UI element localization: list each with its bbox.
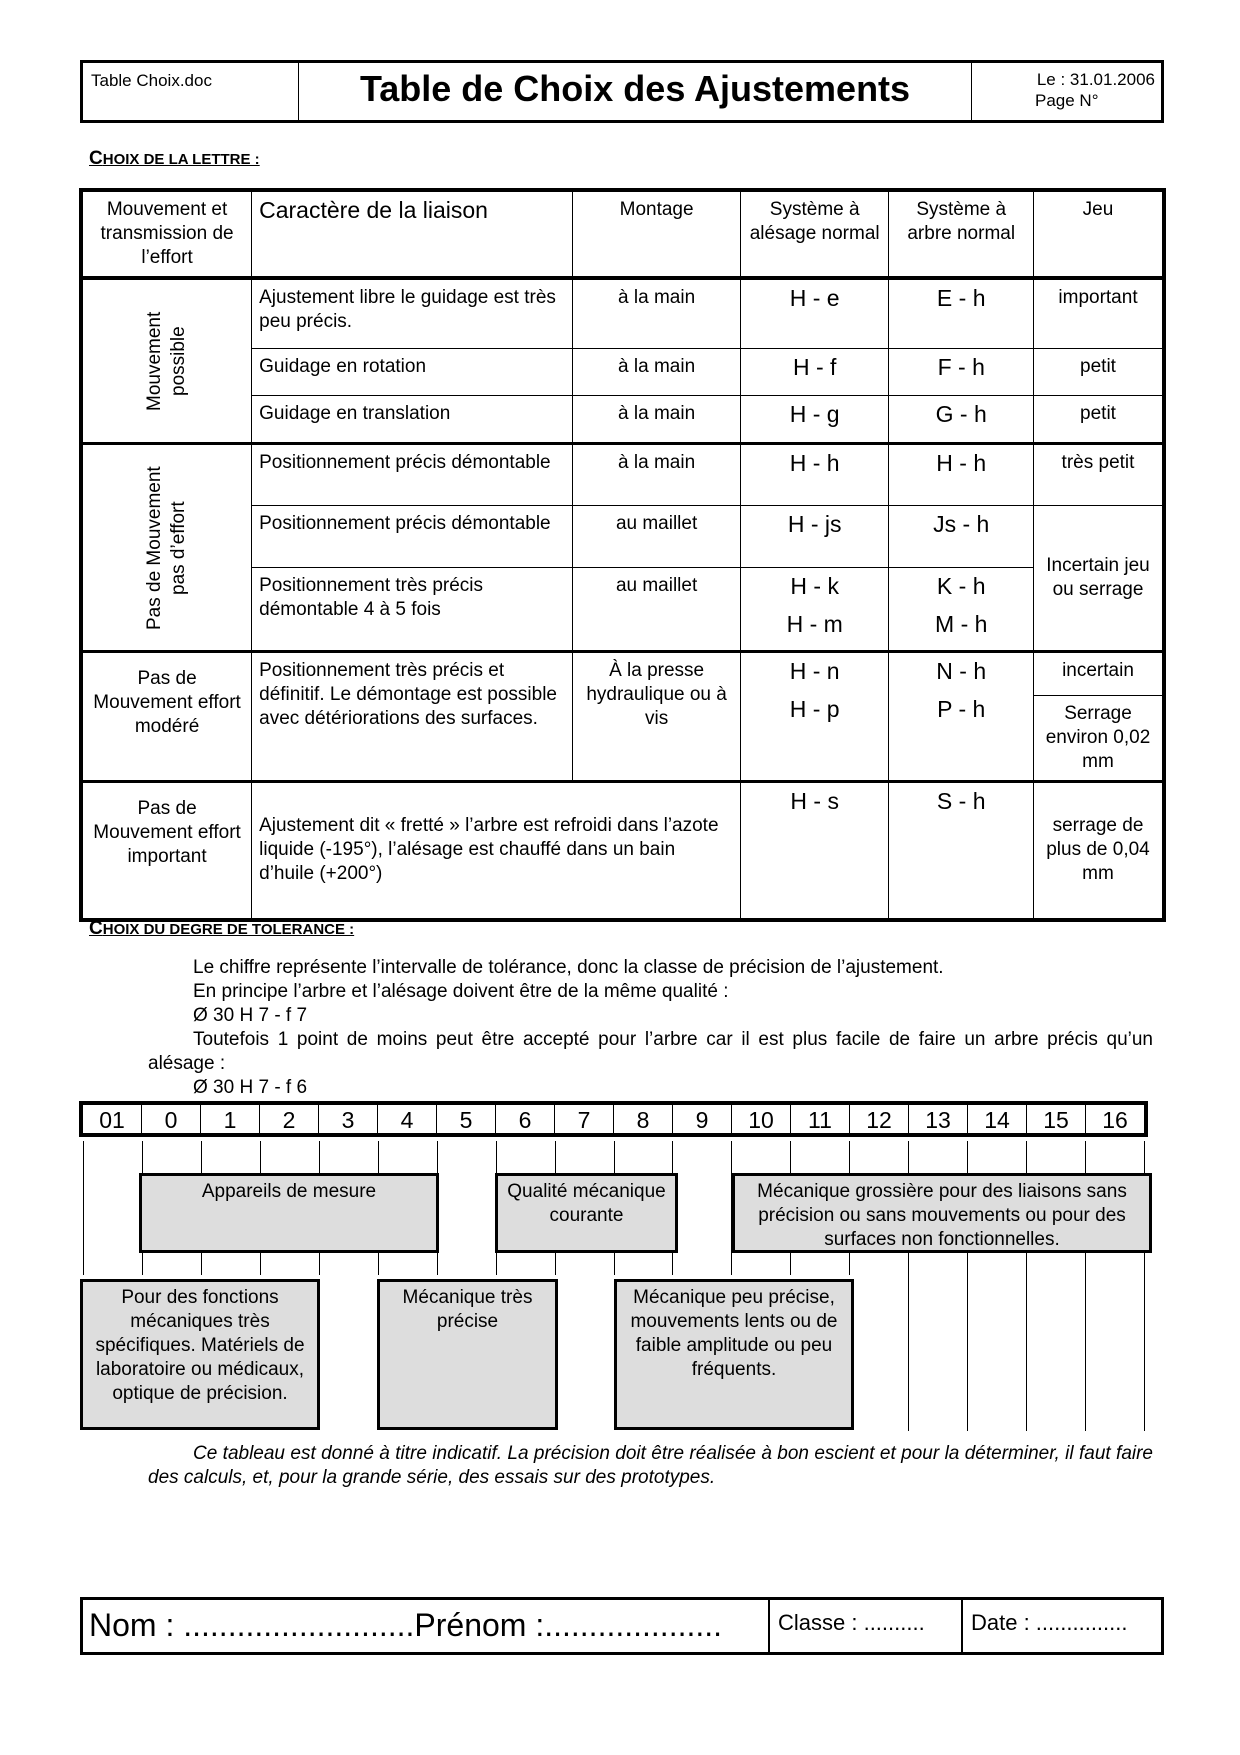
header-montage: Montage [573, 190, 741, 278]
table-cell: H - h [740, 444, 889, 506]
table-cell: incertain [1033, 652, 1164, 696]
scale-cell: 4 [378, 1105, 437, 1133]
table-cell: Incertain jeu ou serrage [1033, 506, 1164, 652]
table-cell: Js - h [889, 506, 1034, 568]
table-cell: à la main [573, 278, 741, 348]
section-title-lettre: CHOIX DE LA LETTRE : [89, 148, 260, 169]
scale-cell: 0 [142, 1105, 201, 1133]
group-pas-de-mouvement-pas-effort: Pas de Mouvement pas d’effort [81, 444, 252, 652]
student-footer [80, 1597, 1164, 1655]
table-cell: petit [1033, 348, 1164, 395]
scale-cell: 11 [791, 1105, 850, 1133]
table-cell: H - f [740, 348, 889, 395]
box-appareils-de-mesure: Appareils de mesure [139, 1173, 439, 1253]
table-cell: H - h [889, 444, 1034, 506]
scale-cell: 14 [968, 1105, 1027, 1133]
indicative-note: Ce tableau est donné à titre indicatif. La précision doit être réalisée à bon escient et pour la déterminer, il faut faire des calculs, et, pour la grande série, des essais sur des prototypes. [148, 1443, 1153, 1488]
nom-prenom-field[interactable]: Nom : ..........................Prénom :.................... [83, 1600, 770, 1652]
table-cell: Ajustement dit « fretté » l’arbre est refroidi dans l’azote liquide (-195°), l’alésage est chauffé dans un bain d’huile (+200°) [252, 782, 741, 920]
scale-cell: 2 [260, 1105, 319, 1133]
document-header [80, 60, 1164, 123]
group-mouvement-possible: Mouvement possible [81, 278, 252, 444]
table-cell: À la presse hydraulique ou à vis [573, 652, 741, 782]
page-title: Table de Choix des Ajustements [299, 63, 972, 120]
scale-cell: 01 [83, 1105, 142, 1133]
table-cell: H - s [740, 782, 889, 920]
table-cell: H - k H - m [740, 568, 889, 652]
header-page: Page N° [1035, 91, 1099, 110]
scale-cell: 9 [673, 1105, 732, 1133]
group-effort-modere: Pas de Mouvement effort modéré [81, 652, 252, 782]
table-cell: Positionnement très précis et définitif. Le démontage est possible avec détériorations des surfaces. [252, 652, 573, 782]
header-arbre: Système à arbre normal [889, 190, 1034, 278]
table-cell: H - g [740, 395, 889, 443]
table-cell: H - js [740, 506, 889, 568]
table-cell: S - h [889, 782, 1034, 920]
table-cell: Guidage en translation [252, 395, 573, 443]
scale-cell: 16 [1102, 1107, 1128, 1133]
table-cell: K - h M - h [889, 568, 1034, 652]
table-cell: serrage de plus de 0,04 mm [1033, 782, 1164, 920]
table-cell: Ajustement libre le guidage est très peu précis. [252, 278, 573, 348]
header-caractere: Caractère de la liaison [252, 190, 573, 278]
tolerance-text-2: Toutefois 1 point de moins peut être accepté pour l’arbre car il est plus facile de faire un arbre précis qu’un alésage : [148, 1029, 1153, 1074]
header-date: Le : 31.01.2006 [1036, 70, 1155, 89]
table-cell: très petit [1033, 444, 1164, 506]
table-cell: H - e [740, 278, 889, 348]
section-title-tolerance: CHOIX DU DEGRE DE TOLERANCE : [89, 918, 355, 939]
box-fonctions-specifiques: Pour des fonctions mécaniques très spécifiques. Matériels de laboratoire ou médicaux, optique de précision. [80, 1279, 320, 1430]
box-mecanique-tres-precise: Mécanique très précise [377, 1279, 558, 1430]
scale-cell: 5 [437, 1105, 496, 1133]
table-cell: petit [1033, 395, 1164, 443]
table-cell: N - h P - h [889, 652, 1034, 782]
table-cell: important [1033, 278, 1164, 348]
tolerance-text: Le chiffre représente l’intervalle de tolérance, donc la classe de précision de l’ajustement. En principe l’arbre et l’alésage doivent être de la même qualité : Ø 30 H 7 - f 7 [193, 957, 944, 1026]
group-effort-important: Pas de Mouvement effort important [81, 782, 252, 920]
table-cell: au maillet [573, 568, 741, 652]
header-jeu: Jeu [1033, 190, 1164, 278]
box-mecanique-grossiere: Mécanique grossière pour des liaisons sans précision ou sans mouvements ou pour des surfaces non fonctionnelles. [732, 1173, 1152, 1253]
scale-cell: 10 [732, 1105, 791, 1133]
table-cell: à la main [573, 444, 741, 506]
table-cell: E - h [889, 278, 1034, 348]
box-mecanique-peu-precise: Mécanique peu précise, mouvements lents ou de faible amplitude ou peu fréquents. [614, 1279, 854, 1430]
classe-field[interactable]: Classe : .......... [770, 1600, 963, 1652]
header-alesage: Système à alésage normal [740, 190, 889, 278]
table-cell: Serrage environ 0,02 mm [1033, 696, 1164, 782]
box-qualite-courante: Qualité mécanique courante [495, 1173, 678, 1253]
table-cell: H - n H - p [740, 652, 889, 782]
scale-cell: 12 [850, 1105, 909, 1133]
scale-cell: 15 [1027, 1105, 1086, 1133]
table-cell: au maillet [573, 506, 741, 568]
table-cell: G - h [889, 395, 1034, 443]
scale-cell: 7 [555, 1105, 614, 1133]
table-cell: Guidage en rotation [252, 348, 573, 395]
scale-cell: 8 [614, 1105, 673, 1133]
tolerance-scale [79, 1101, 1148, 1137]
header-mouvement: Mouvement et transmission de l’effort [81, 190, 252, 278]
table-cell: Positionnement précis démontable [252, 444, 573, 506]
scale-cell: 13 [909, 1105, 968, 1133]
date-field[interactable]: Date : ............... [971, 1610, 1128, 1635]
table-cell: Positionnement précis démontable [252, 506, 573, 568]
scale-cell: 6 [496, 1105, 555, 1133]
fit-choice-table [79, 188, 1166, 922]
file-name: Table Choix.doc [83, 63, 299, 120]
table-cell: Positionnement très précis démontable 4 à 5 fois [252, 568, 573, 652]
tolerance-example: Ø 30 H 7 - f 6 [193, 1077, 308, 1098]
grid-line [83, 1141, 84, 1275]
table-cell: F - h [889, 348, 1034, 395]
table-cell: à la main [573, 395, 741, 443]
table-cell: à la main [573, 348, 741, 395]
header-meta [971, 63, 1161, 120]
scale-cell: 3 [319, 1105, 378, 1133]
scale-cell: 1 [201, 1105, 260, 1133]
